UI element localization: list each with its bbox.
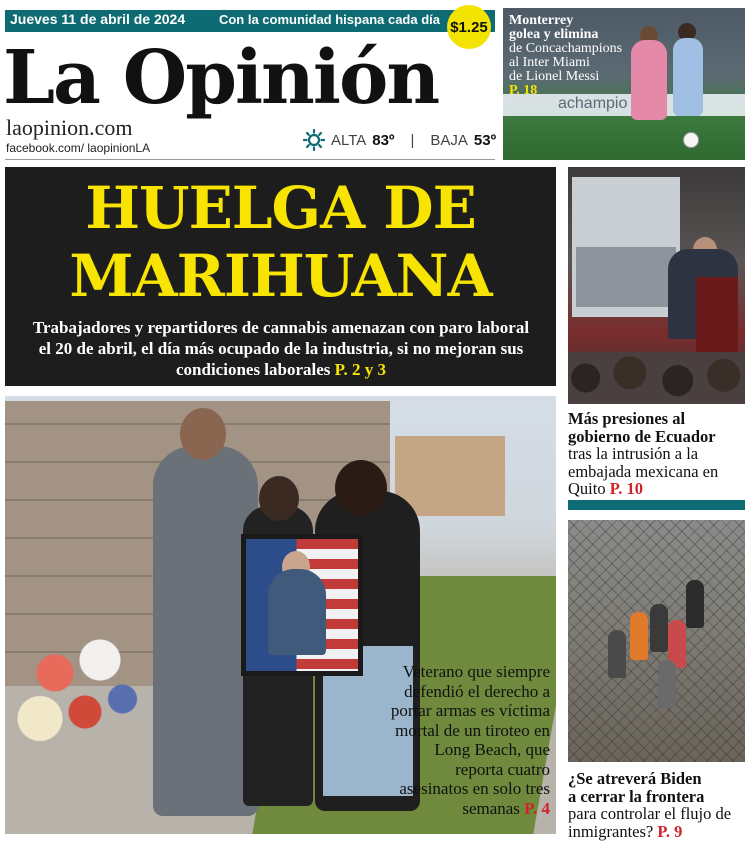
price-text: $1.25 bbox=[450, 18, 488, 36]
migrant-figure bbox=[658, 660, 676, 708]
border-photo bbox=[568, 520, 745, 762]
border-body: para controlar el flujo de inmigrantes? bbox=[568, 804, 732, 841]
issue-date: Jueves 11 de abril de 2024 bbox=[10, 11, 186, 27]
section-rule bbox=[568, 500, 745, 510]
border-story[interactable] bbox=[568, 770, 748, 840]
low-label: BAJA bbox=[430, 131, 468, 149]
high-value: 83º bbox=[372, 131, 395, 149]
person-head bbox=[259, 476, 299, 521]
masthead-logo[interactable]: La Opinión bbox=[3, 35, 439, 121]
flag-background bbox=[246, 539, 358, 671]
lead-story[interactable] bbox=[5, 167, 556, 386]
sun-icon bbox=[303, 129, 325, 151]
border-page-ref[interactable]: P. 9 bbox=[657, 821, 683, 841]
caption-text: Veterano que siempre defendió el derecho a portar armas es víctima mortal de un tiroteo en Long Beach, que reporta cuatro asesinatos en solo tres semanas bbox=[390, 662, 550, 818]
facebook-link[interactable]: facebook.com/ laopinionLA bbox=[6, 141, 151, 155]
promo-headline-2: golea y elimina bbox=[509, 27, 599, 42]
promo-page-ref[interactable]: P. 18 bbox=[509, 83, 538, 98]
ecuador-body: tras la intrusión a la embajada mexicana en Quito bbox=[568, 444, 719, 498]
lead-headline-line2: MARIHUANA bbox=[69, 242, 492, 310]
photo-caption bbox=[390, 662, 550, 818]
promo-headline-1: Monterrey bbox=[509, 13, 574, 28]
memorial-flowers bbox=[10, 621, 160, 751]
border-headline-2: a cerrar la frontera bbox=[568, 786, 705, 806]
lead-subhead-text: Trabajadores y repartidores de cannabis amenazan con paro laboral el 20 de abril, el día más ocupado de la industria, si no mejoran sus condiciones laborales bbox=[32, 318, 530, 379]
migrant-figure bbox=[650, 604, 668, 652]
website-link[interactable]: laopinion.com bbox=[6, 115, 133, 140]
promo-body-1: de Concachampions bbox=[509, 41, 623, 56]
promo-body-2: al Inter Miami bbox=[509, 55, 590, 70]
podium bbox=[696, 277, 738, 357]
migrant-figure bbox=[608, 630, 626, 678]
high-label: ALTA bbox=[331, 131, 367, 149]
low-value: 53º bbox=[473, 131, 497, 149]
migrant-figure bbox=[630, 612, 648, 660]
weather-separator: | bbox=[410, 131, 415, 149]
tagline: Con la comunidad hispana cada día bbox=[218, 12, 440, 27]
promo-body-3: de Lionel Messi bbox=[509, 69, 600, 84]
veteran-portrait-frame bbox=[241, 534, 363, 676]
header-divider bbox=[5, 159, 495, 160]
border-headline-1: ¿Se atreverá Biden bbox=[568, 769, 702, 788]
person-head bbox=[335, 460, 387, 516]
lead-headline-line1: HUELGA DE bbox=[85, 174, 476, 242]
person-head bbox=[180, 408, 226, 460]
soccer-ball bbox=[683, 132, 699, 148]
caption-page-ref[interactable]: P. 4 bbox=[524, 798, 550, 818]
audience bbox=[568, 352, 745, 404]
migrant-figure bbox=[686, 580, 704, 628]
house bbox=[395, 436, 505, 516]
weather-box bbox=[303, 126, 496, 154]
ecuador-headline-2: gobierno de Ecuador bbox=[568, 426, 716, 446]
date-bar bbox=[5, 10, 495, 32]
banner-text: achampio bbox=[558, 95, 628, 112]
ecuador-headline-1: Más presiones al bbox=[568, 409, 686, 428]
sports-promo[interactable] bbox=[503, 8, 745, 160]
ecuador-photo bbox=[568, 167, 745, 404]
screen-scene bbox=[576, 247, 676, 307]
lead-page-ref[interactable]: P. 2 y 3 bbox=[334, 360, 386, 379]
soldier-uniform bbox=[268, 569, 326, 655]
ecuador-story[interactable] bbox=[568, 410, 748, 498]
lead-subhead bbox=[25, 317, 537, 380]
player-monterrey bbox=[673, 38, 703, 116]
ecuador-page-ref[interactable]: P. 10 bbox=[609, 479, 644, 498]
promo-text bbox=[509, 14, 669, 98]
